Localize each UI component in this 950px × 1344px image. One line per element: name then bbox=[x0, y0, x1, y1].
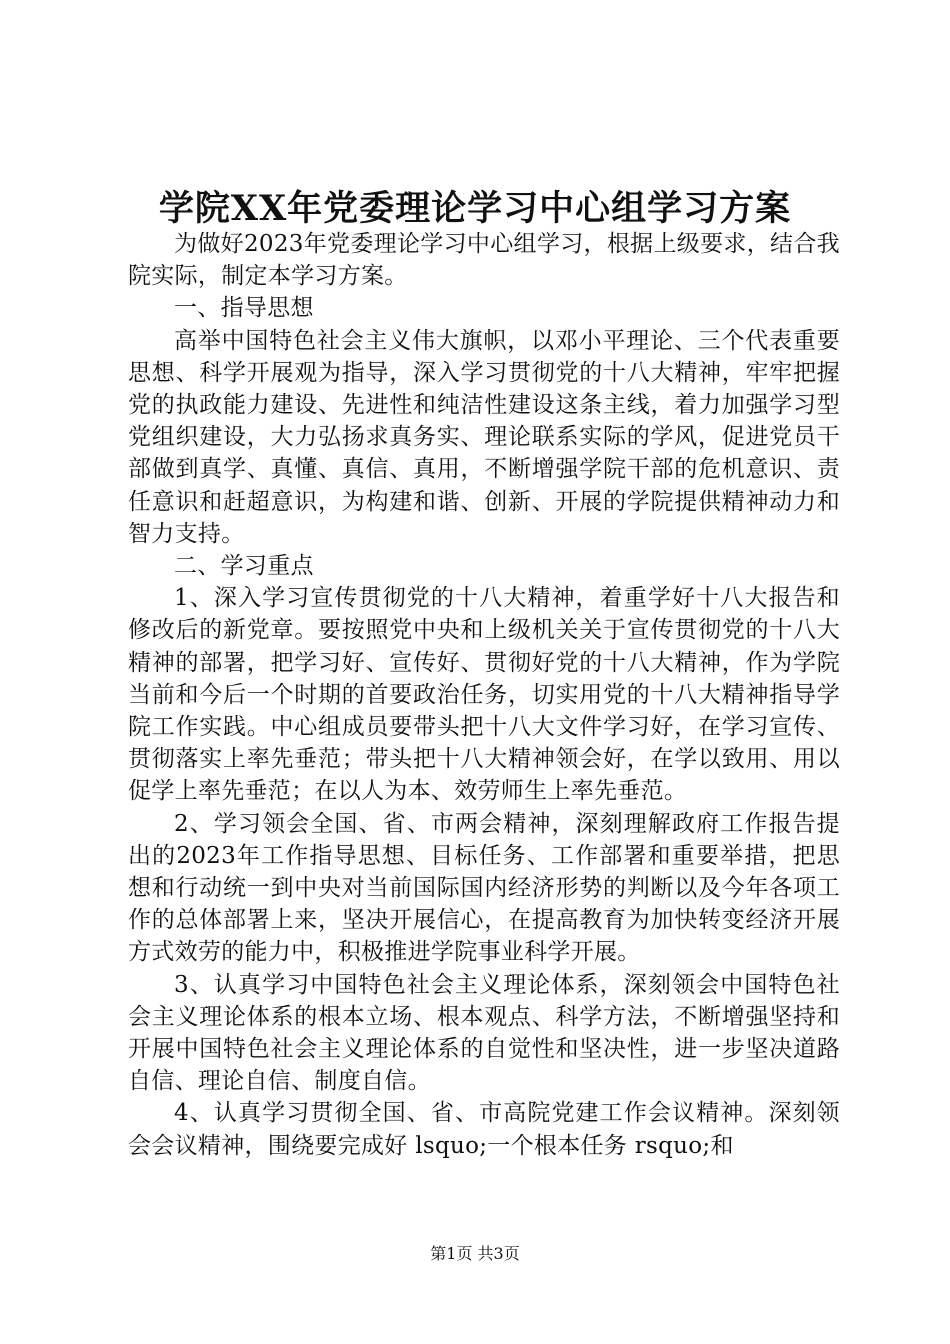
section-heading-guiding-thought: 一、指导思想 bbox=[174, 295, 314, 322]
page-number-footer: 第1页 共3页 bbox=[430, 1244, 520, 1263]
document-body bbox=[128, 228, 840, 1162]
paragraph-focus-3: 3、认真学习中国特色社会主义理论体系，深刻领会中国特色社会主义理论体系的根本立场、根本观点、科学方法，不断增强坚持和开展中国特色社会主义理论体系的自觉性和坚决性，进一步坚决道路自信、理论自信、制度自信。 bbox=[128, 971, 840, 1095]
document-title: 学院XX年党委理论学习中心组学习方案 bbox=[158, 188, 792, 229]
section-heading-study-focus: 二、学习重点 bbox=[174, 553, 314, 580]
paragraph-focus-2: 2、学习领会全国、省、市两会精神，深刻理解政府工作报告提出的2023年工作指导思想、目标任务、工作部署和重要举措，把思想和行动统一到中央对当前国际国内经济形势的判断以及今年各项工作的总体部署上来，坚决开展信心，在提高教育为加快转变经济开展方式效劳的能力中，积极推进学院事业科学开展。 bbox=[128, 810, 840, 966]
paragraph-focus-4: 4、认真学习贯彻全国、省、市高院党建工作会议精神。深刻领会会议精神，围绕要完成好 lsquo;一个根本任务 rsquo;和 bbox=[128, 1100, 840, 1159]
paragraph-focus-1: 1、深入学习宣传贯彻党的十八大精神，着重学好十八大报告和修改后的新党章。要按照党中央和上级机关关于宣传贯彻党的十八大精神的部署，把学习好、宣传好、贯彻好党的十八大精神，作为学院当前和今后一个时期的首要政治任务，切实用党的十八大精神指导学院工作实践。中心组成员要带头把十八大文件学习好，在学习宣传、贯彻落实上率先垂范；带头把十八大精神领会好，在学以致用、用以促学上率先垂范；在以人为本、效劳师生上率先垂范。 bbox=[128, 585, 840, 805]
paragraph-intro: 为做好2023年党委理论学习中心组学习，根据上级要求，结合我院实际，制定本学习方案。 bbox=[128, 231, 840, 290]
paragraph-guiding-thought: 高举中国特色社会主义伟大旗帜，以邓小平理论、三个代表重要思想、科学开展观为指导，深入学习贯彻党的十八大精神，牢牢把握党的执政能力建设、先进性和纯洁性建设这条主线，着力加强学习型党组织建设，大力弘扬求真务实、理论联系实际的学风，促进党员干部做到真学、真懂、真信、真用，不断增强学院干部的危机意识、责任意识和赶超意识，为构建和谐、创新、开展的学院提供精神动力和智力支持。 bbox=[128, 327, 840, 547]
